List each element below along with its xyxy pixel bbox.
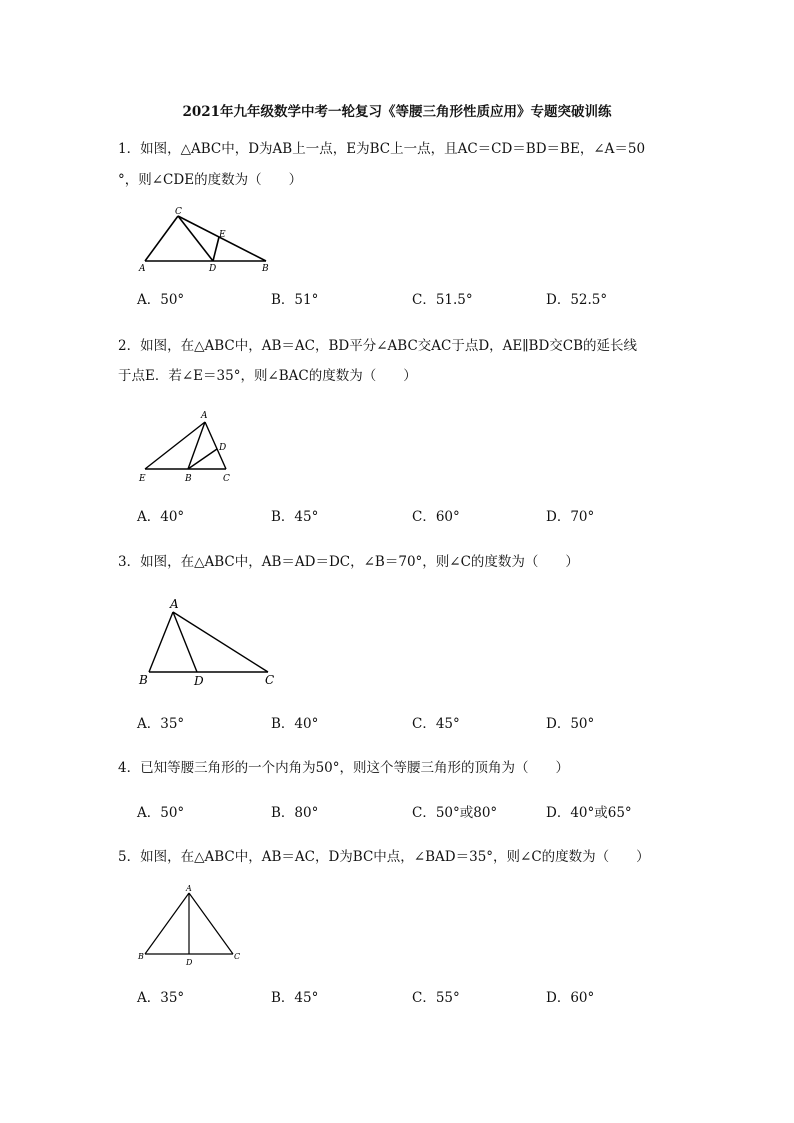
q1-label-c: C [175, 207, 182, 217]
q1-option-d[interactable]: D．52.5° [546, 292, 608, 308]
question-1-text-line2: °，则∠CDE的度数为（ ） [118, 172, 303, 188]
question-2-text-line1: 2．如图，在△ABC中，AB＝AC，BD平分∠ABC交AC于点D，AE∥BD交CB的延长线 [118, 338, 638, 354]
q5-label-b: B [138, 952, 144, 961]
question-2-figure [130, 405, 250, 487]
q3-label-d: D [194, 674, 204, 688]
question-1-figure [130, 203, 280, 275]
q1-label-d: D [209, 264, 217, 274]
question-3-figure [130, 596, 290, 691]
q5-option-a[interactable]: A．35° [137, 990, 185, 1006]
q4-option-a[interactable]: A．50° [137, 805, 185, 821]
question-5-figure [130, 883, 250, 973]
q5-option-c[interactable]: C．55° [412, 990, 460, 1006]
q3-option-c[interactable]: C．45° [412, 716, 460, 732]
q3-label-c: C [265, 673, 275, 687]
q1-label-e: E [219, 230, 226, 240]
q4-option-c[interactable]: C．50°或80° [412, 805, 498, 821]
q5-label-a: A [186, 884, 192, 893]
q3-option-a[interactable]: A．35° [137, 716, 185, 732]
q2-option-c[interactable]: C．60° [412, 509, 460, 525]
q3-option-d[interactable]: D．50° [546, 716, 595, 732]
question-1-text-line1: 1．如图，△ABC中，D为AB上一点，E为BC上一点，且AC＝CD＝BD＝BE，∠A＝50 [118, 141, 646, 157]
q3-option-b[interactable]: B．40° [271, 716, 319, 732]
q5-option-b[interactable]: B．45° [271, 990, 319, 1006]
q1-label-b: B [262, 264, 269, 274]
q2-option-a[interactable]: A．40° [137, 509, 185, 525]
page-title: 2021年九年级数学中考一轮复习《等腰三角形性质应用》专题突破训练 [182, 104, 612, 120]
q2-option-d[interactable]: D．70° [546, 509, 595, 525]
q2-label-e: E [139, 474, 146, 484]
q2-label-c: C [223, 474, 230, 484]
q3-label-a: A [170, 597, 179, 611]
question-4-text: 4．已知等腰三角形的一个内角为50°，则这个等腰三角形的顶角为（ ） [118, 760, 570, 776]
question-2-text-line2: 于点E．若∠E＝35°，则∠BAC的度数为（ ） [118, 368, 417, 384]
q4-option-d[interactable]: D．40°或65° [546, 805, 632, 821]
question-5-text: 5．如图，在△ABC中，AB＝AC，D为BC中点，∠BAD＝35°，则∠C的度数为（ ） [118, 849, 650, 865]
q5-label-c: C [234, 952, 241, 961]
q2-label-a: A [201, 411, 208, 421]
q1-option-a[interactable]: A．50° [137, 292, 185, 308]
q1-option-b[interactable]: B．51° [271, 292, 319, 308]
q2-label-b: B [185, 474, 192, 484]
q1-label-a: A [139, 264, 146, 274]
q2-label-d: D [219, 443, 227, 453]
q5-option-d[interactable]: D．60° [546, 990, 595, 1006]
q5-label-d: D [186, 958, 193, 967]
q3-label-b: B [139, 673, 148, 687]
question-3-text: 3．如图，在△ABC中，AB＝AD＝DC，∠B＝70°，则∠C的度数为（ ） [118, 554, 579, 570]
q1-option-c[interactable]: C．51.5° [412, 292, 473, 308]
q2-option-b[interactable]: B．45° [271, 509, 319, 525]
q4-option-b[interactable]: B．80° [271, 805, 319, 821]
